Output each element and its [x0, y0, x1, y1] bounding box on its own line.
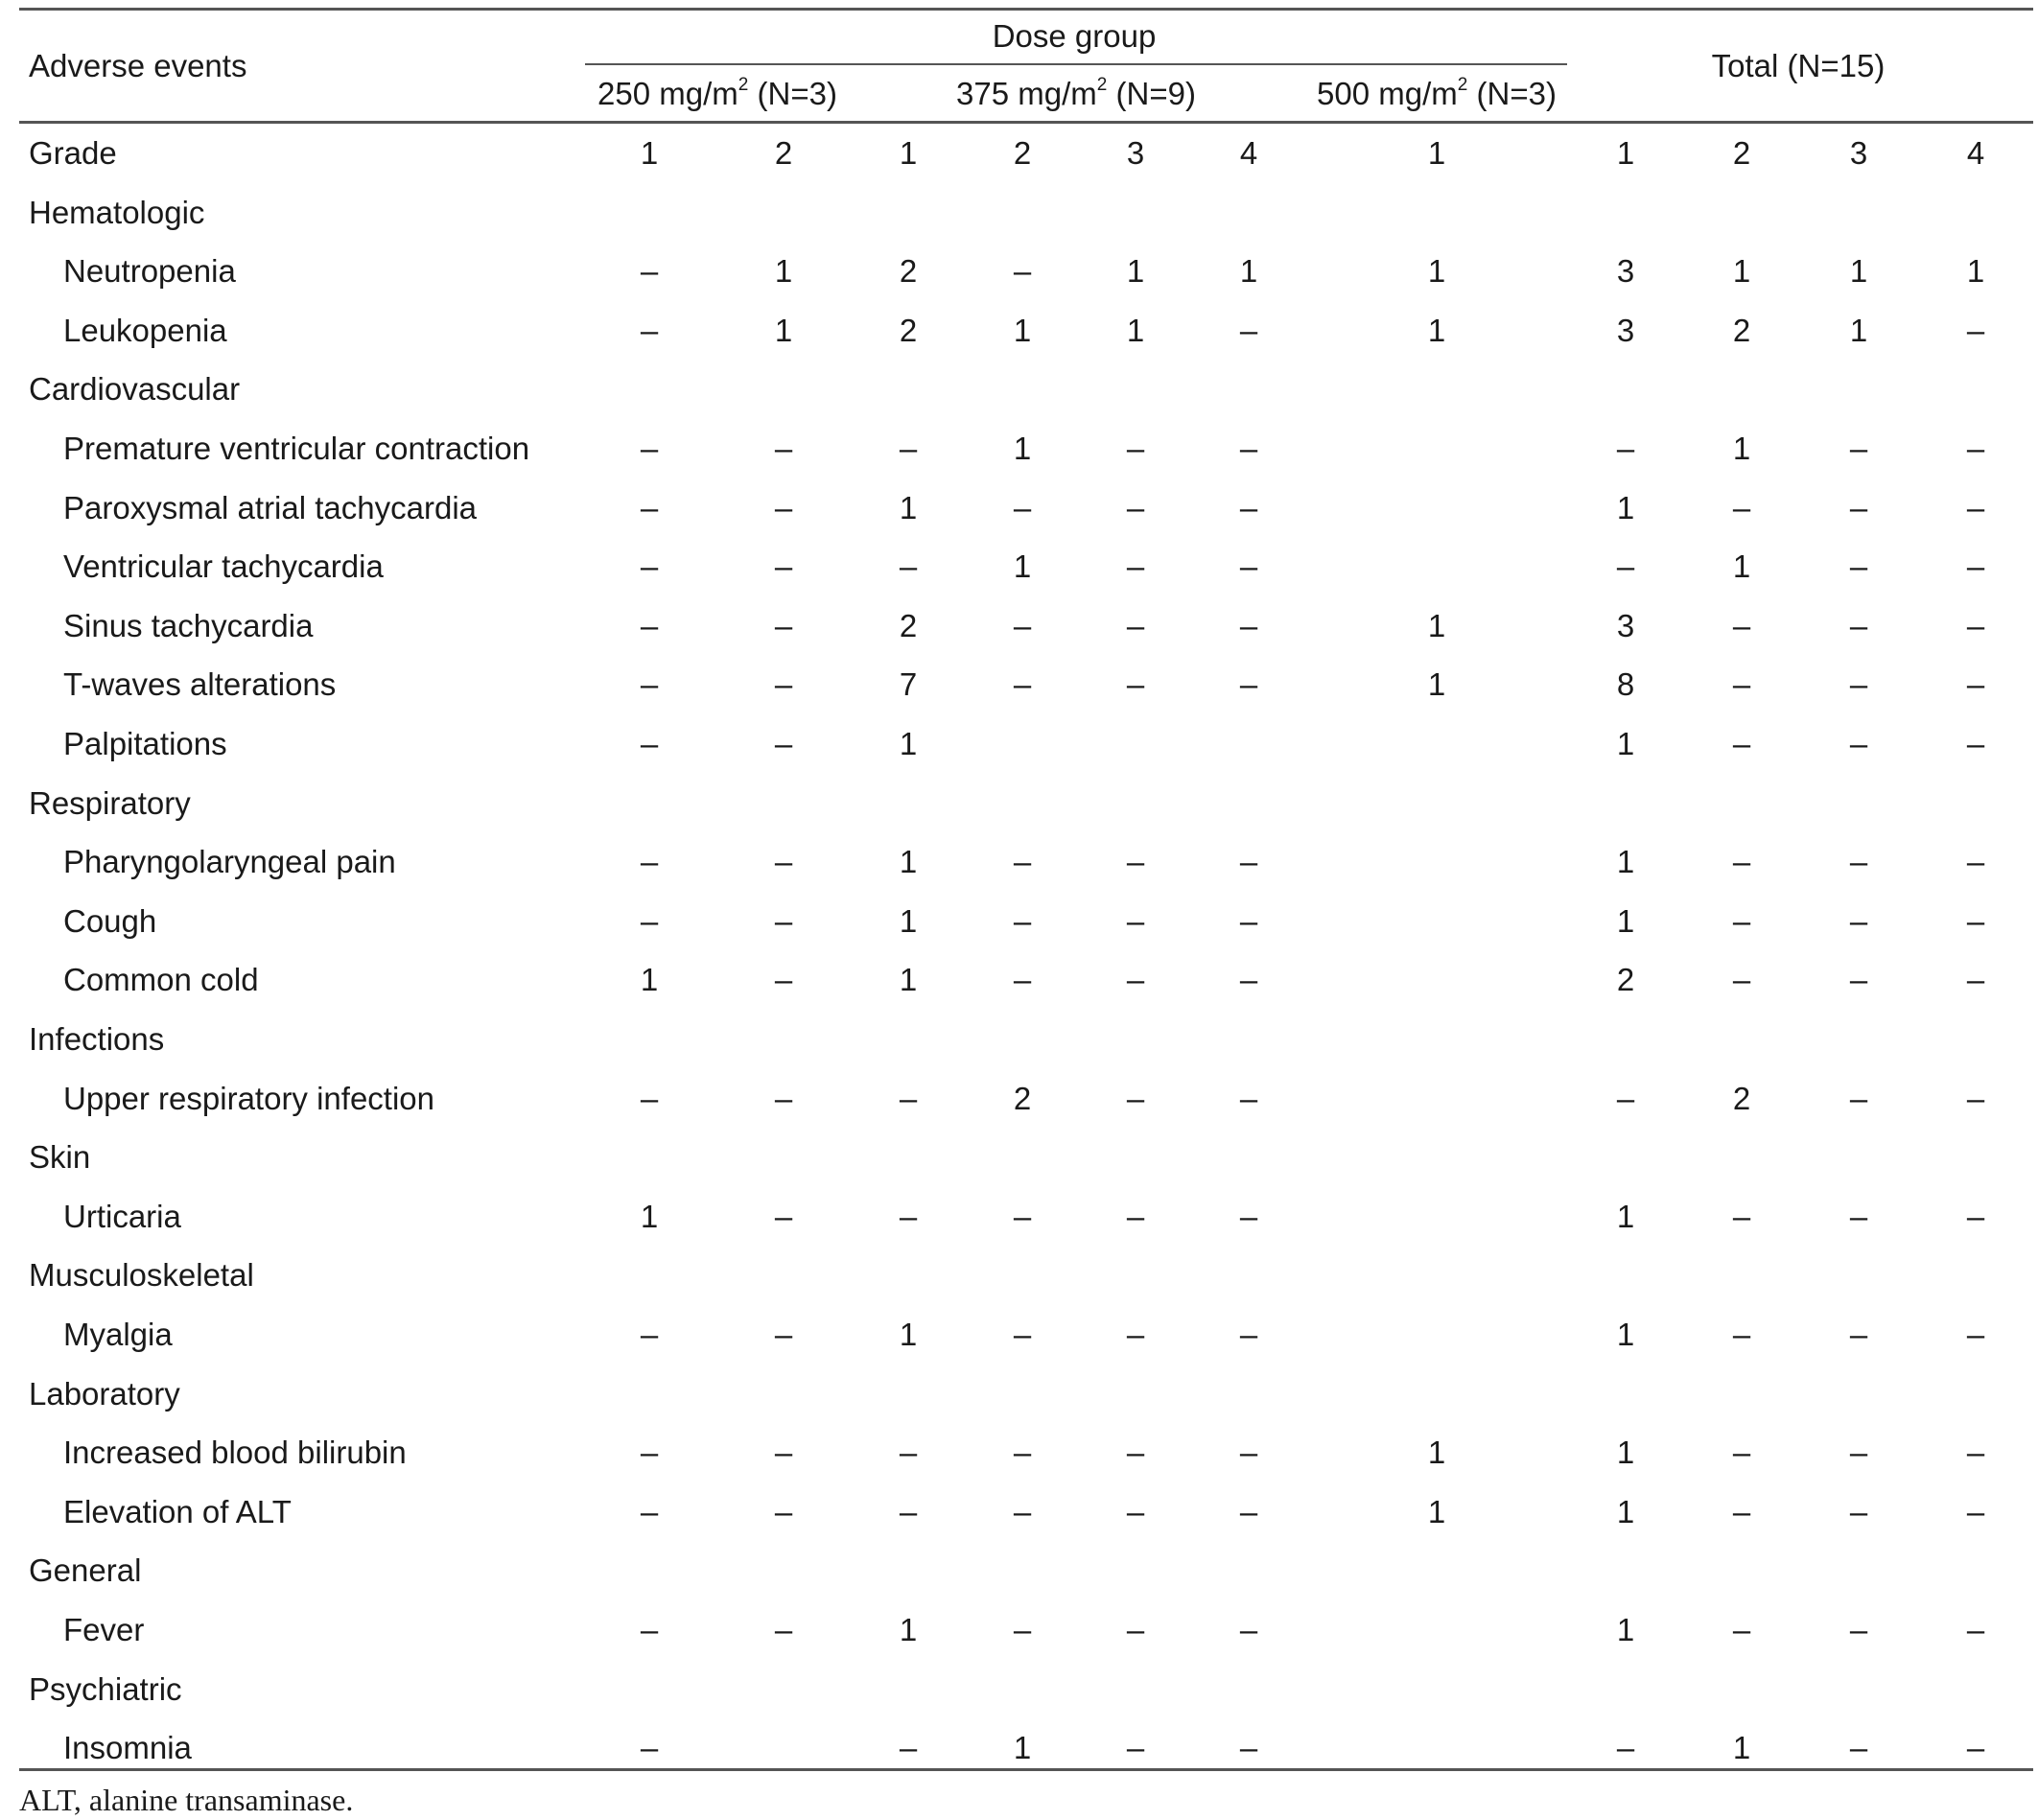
table-row-cell: 1: [1427, 607, 1446, 643]
table-row-cell: –: [1849, 902, 1868, 939]
table-row-cell: 1: [1732, 253, 1751, 290]
table-row-cell: –: [1126, 1493, 1145, 1529]
table-row-cell: –: [1126, 1317, 1145, 1352]
table-row-cell: –: [1239, 548, 1258, 585]
table-row-cell: –: [774, 431, 793, 466]
adverse-event-label: Palpitations: [63, 726, 227, 761]
table-row-cell: 1: [1616, 1435, 1635, 1471]
table-row-cell: 1: [1616, 726, 1635, 761]
table-row-cell: –: [1239, 1198, 1258, 1234]
table-row-cell: 1: [1013, 1730, 1032, 1766]
table-row-cell: –: [774, 1198, 793, 1234]
table-row-cell: –: [640, 726, 659, 761]
table-row-cell: 1: [1427, 253, 1446, 290]
table-row-cell: –: [1849, 844, 1868, 880]
table-row-cell: –: [1239, 431, 1258, 466]
grade-cell: 1: [899, 135, 918, 171]
table-row-cell: 1: [1427, 666, 1446, 703]
table-row-cell: –: [774, 1435, 793, 1471]
table-row-cell: –: [899, 1435, 918, 1471]
table-row-cell: –: [1966, 548, 1985, 585]
table-row-cell: 8: [1616, 666, 1635, 703]
table-row-cell: 2: [1732, 1080, 1751, 1116]
table-row-cell: –: [1126, 902, 1145, 939]
adverse-event-label: Upper respiratory infection: [63, 1080, 435, 1116]
table-row-cell: –: [1126, 1435, 1145, 1471]
table-row-cell: –: [1013, 607, 1032, 643]
category-label: Laboratory: [29, 1375, 180, 1412]
table-row-cell: –: [774, 844, 793, 880]
table-row-cell: –: [1732, 1317, 1751, 1352]
table-row-cell: 1: [899, 962, 918, 998]
table-row-cell: 1: [1126, 253, 1145, 290]
category-label: General: [29, 1552, 142, 1589]
table-row-cell: –: [1126, 1198, 1145, 1234]
table-row-cell: –: [1239, 844, 1258, 880]
grade-cell: 1: [1616, 135, 1635, 171]
grade-cell: 3: [1126, 135, 1145, 171]
category-label: Cardiovascular: [29, 371, 241, 408]
table-row-cell: –: [774, 1317, 793, 1352]
grade-cell: 1: [640, 135, 659, 171]
grade-cell: 2: [1732, 135, 1751, 171]
table-row-cell: –: [1126, 607, 1145, 643]
table-row-cell: –: [1966, 1730, 1985, 1766]
table-row-cell: –: [1013, 902, 1032, 939]
dose-group-header: Dose group: [992, 18, 1157, 54]
table-row-cell: 1: [1239, 253, 1258, 290]
table-row-cell: –: [640, 1435, 659, 1471]
table-row-cell: –: [1239, 1730, 1258, 1766]
table-row-cell: –: [640, 548, 659, 585]
table-row-cell: –: [1966, 1317, 1985, 1352]
table-row-cell: –: [774, 607, 793, 643]
table-row-cell: 2: [899, 607, 918, 643]
table-row-cell: –: [1849, 548, 1868, 585]
table-row-cell: –: [1616, 1080, 1635, 1116]
table-row-cell: –: [1849, 1435, 1868, 1471]
table-row-cell: –: [1966, 726, 1985, 761]
table-row-cell: –: [1013, 1493, 1032, 1529]
table-row-cell: –: [1239, 1080, 1258, 1116]
table-row-cell: 1: [640, 1198, 659, 1234]
adverse-event-label: Leukopenia: [63, 312, 227, 348]
dose-500-header: 500 $mg/m^2$ (N=3): [1317, 75, 1557, 111]
table-row-cell: 1: [899, 726, 918, 761]
table-row-cell: –: [1732, 489, 1751, 525]
table-row-cell: –: [1849, 1080, 1868, 1116]
table-row-cell: –: [640, 431, 659, 466]
table-row-cell: –: [640, 312, 659, 348]
table-row-cell: –: [1239, 312, 1258, 348]
table-row-cell: 1: [1732, 548, 1751, 585]
table-row-cell: –: [1849, 607, 1868, 643]
table-row-cell: –: [1126, 1730, 1145, 1766]
header-bottom-rule: [19, 121, 2033, 124]
table-row-cell: –: [774, 902, 793, 939]
category-label: Skin: [29, 1139, 91, 1176]
table-row-cell: –: [1239, 1493, 1258, 1529]
table-row-cell: –: [1849, 666, 1868, 703]
table-row-cell: –: [774, 489, 793, 525]
table-row-cell: –: [1239, 666, 1258, 703]
category-label: Psychiatric: [29, 1670, 182, 1707]
adverse-event-label: Pharyngolaryngeal pain: [63, 844, 396, 880]
table-row-cell: –: [1966, 312, 1985, 348]
table-row-cell: 1: [1849, 253, 1868, 290]
table-row-cell: 1: [1427, 1435, 1446, 1471]
table-row-cell: 1: [1616, 489, 1635, 525]
footnote: ALT, alanine transaminase.: [19, 1783, 354, 1817]
table-row-cell: 1: [1616, 1493, 1635, 1529]
table-row-cell: 1: [1616, 1198, 1635, 1234]
table-row-cell: 1: [1616, 1612, 1635, 1647]
table-row-cell: –: [1849, 962, 1868, 998]
table-row-cell: 1: [1616, 902, 1635, 939]
table-row-cell: 1: [899, 902, 918, 939]
table-row-cell: –: [640, 1730, 659, 1766]
table-row-cell: 1: [899, 489, 918, 525]
table-row-cell: 1: [1616, 844, 1635, 880]
dose-375-header: 375 $mg/m^2$ (N=9): [956, 75, 1196, 111]
table-row-cell: –: [1849, 431, 1868, 466]
table-row-cell: –: [1732, 902, 1751, 939]
table-row-cell: 1: [1732, 431, 1751, 466]
table-row-cell: –: [1966, 607, 1985, 643]
adverse-event-label: Urticaria: [63, 1198, 181, 1234]
table-row-cell: –: [1616, 1730, 1635, 1766]
table-bottom-rule: [19, 1768, 2033, 1771]
table-row-cell: –: [640, 666, 659, 703]
category-label: Hematologic: [29, 194, 205, 230]
table-row-cell: –: [1966, 902, 1985, 939]
table-row-cell: –: [1966, 1198, 1985, 1234]
adverse-event-label: Elevation of ALT: [63, 1493, 292, 1529]
table-row-cell: –: [1126, 431, 1145, 466]
table-row-cell: –: [1013, 962, 1032, 998]
table-row-cell: –: [1239, 962, 1258, 998]
table-row-cell: –: [1849, 489, 1868, 525]
table-row-cell: –: [1732, 666, 1751, 703]
table-row-cell: 2: [899, 312, 918, 348]
table-row-cell: –: [1126, 1612, 1145, 1647]
table-row-cell: –: [640, 902, 659, 939]
adverse-event-label: Myalgia: [63, 1317, 173, 1352]
adverse-events-header: Adverse events: [29, 48, 247, 83]
grade-cell: 1: [1427, 135, 1446, 171]
table-row-cell: –: [1239, 1317, 1258, 1352]
table-row-cell: –: [640, 1317, 659, 1352]
table-row-cell: 1: [1013, 431, 1032, 466]
grade-cell: 4: [1239, 135, 1258, 171]
top-rule: [19, 8, 2033, 11]
category-label: Infections: [29, 1021, 165, 1057]
table-row-cell: –: [774, 666, 793, 703]
table-row-cell: –: [774, 1493, 793, 1529]
table-row-cell: –: [1126, 666, 1145, 703]
table-row-cell: –: [774, 1080, 793, 1116]
table-row-cell: –: [1966, 1435, 1985, 1471]
table-row-cell: –: [640, 1493, 659, 1529]
table-row-cell: –: [1126, 548, 1145, 585]
table-row-cell: –: [774, 726, 793, 761]
table-row-cell: 1: [640, 962, 659, 998]
table-row-cell: –: [1616, 548, 1635, 585]
table-row-cell: –: [899, 548, 918, 585]
table-row-cell: –: [1849, 1493, 1868, 1529]
table-row-cell: –: [1849, 1730, 1868, 1766]
adverse-event-label: T-waves alterations: [63, 666, 337, 703]
table-row-cell: –: [1849, 1198, 1868, 1234]
table-row-cell: –: [1126, 962, 1145, 998]
table-row-cell: –: [640, 253, 659, 290]
table-row-cell: 2: [899, 253, 918, 290]
table-row-cell: –: [1849, 726, 1868, 761]
table-row-cell: –: [640, 1080, 659, 1116]
table-row-cell: –: [1966, 844, 1985, 880]
adverse-event-label: Fever: [63, 1612, 145, 1647]
table-row-cell: –: [1126, 489, 1145, 525]
table-row-cell: –: [774, 962, 793, 998]
table-row-cell: –: [1013, 844, 1032, 880]
table-row-cell: –: [1849, 1317, 1868, 1352]
table-row-cell: 2: [1013, 1080, 1032, 1116]
table-row-cell: –: [1732, 1435, 1751, 1471]
table-row-cell: 1: [1427, 1493, 1446, 1529]
table-row-cell: 1: [1013, 312, 1032, 348]
table-row-cell: 1: [1013, 548, 1032, 585]
adverse-event-label: Cough: [63, 902, 157, 939]
table-row-cell: –: [1966, 962, 1985, 998]
table-row-cell: –: [1966, 1080, 1985, 1116]
adverse-event-label: Insomnia: [63, 1730, 192, 1766]
grade-cell: 2: [1013, 135, 1032, 171]
table-row-cell: –: [1616, 431, 1635, 466]
table-row-cell: –: [899, 1493, 918, 1529]
grade-cell: 4: [1966, 135, 1985, 171]
grade-cell: 3: [1849, 135, 1868, 171]
table-row-cell: 2: [1616, 962, 1635, 998]
table-row-cell: –: [1732, 1198, 1751, 1234]
adverse-event-label: Neutropenia: [63, 253, 236, 290]
table-row-cell: 1: [1616, 1317, 1635, 1352]
adverse-event-label: Common cold: [63, 962, 259, 998]
table-row-cell: 1: [1966, 253, 1985, 290]
table-row-cell: –: [640, 489, 659, 525]
table-row-cell: –: [1126, 844, 1145, 880]
dose-group-rule: [585, 63, 1567, 65]
table-row-cell: –: [1013, 1612, 1032, 1647]
table-row-cell: 1: [774, 253, 793, 290]
table-row-cell: 3: [1616, 253, 1635, 290]
table-row-cell: –: [1013, 1317, 1032, 1352]
table-row-cell: 1: [774, 312, 793, 348]
table-row-cell: 1: [1732, 1730, 1751, 1766]
table-row-cell: –: [1013, 1435, 1032, 1471]
table-row-cell: –: [1732, 726, 1751, 761]
grade-cell: 2: [774, 135, 793, 171]
table-row-cell: –: [1849, 1612, 1868, 1647]
table-row-cell: –: [899, 431, 918, 466]
table-row-cell: –: [899, 1730, 918, 1766]
table-row-cell: –: [640, 844, 659, 880]
table-row-cell: 7: [899, 666, 918, 703]
grade-label: Grade: [29, 135, 117, 171]
table-row-cell: –: [899, 1198, 918, 1234]
table-row-cell: 3: [1616, 607, 1635, 643]
table-row-cell: –: [899, 1080, 918, 1116]
table-row-cell: –: [1966, 666, 1985, 703]
table-row-cell: –: [1239, 1435, 1258, 1471]
table-row-cell: –: [1966, 431, 1985, 466]
table-row-cell: 2: [1732, 312, 1751, 348]
table-row-cell: 1: [1849, 312, 1868, 348]
table-row-cell: –: [1239, 489, 1258, 525]
table-row-cell: –: [1239, 1612, 1258, 1647]
table-row-cell: 1: [899, 1317, 918, 1352]
table-row-cell: –: [1732, 962, 1751, 998]
table-row-cell: –: [1966, 1612, 1985, 1647]
table-row-cell: –: [1013, 1198, 1032, 1234]
table-row-cell: –: [640, 607, 659, 643]
table-row-cell: 3: [1616, 312, 1635, 348]
table-row-cell: –: [1732, 607, 1751, 643]
table-row-cell: –: [1013, 253, 1032, 290]
adverse-event-label: Premature ventricular contraction: [63, 431, 530, 466]
table-row-cell: 1: [1126, 312, 1145, 348]
table-row-cell: –: [774, 548, 793, 585]
adverse-event-label: Increased blood bilirubin: [63, 1435, 407, 1471]
adverse-event-label: Sinus tachycardia: [63, 607, 314, 643]
table-row-cell: –: [1013, 666, 1032, 703]
table-row-cell: –: [640, 1612, 659, 1647]
total-header: Total (N=15): [1711, 48, 1886, 83]
adverse-event-label: Ventricular tachycardia: [63, 548, 384, 585]
table-row-cell: –: [1239, 902, 1258, 939]
category-label: Musculoskeletal: [29, 1257, 254, 1294]
dose-250-header: 250 $mg/m^2$ (N=3): [597, 75, 837, 111]
table-row-cell: –: [1732, 844, 1751, 880]
table-row-cell: –: [1013, 489, 1032, 525]
table-row-cell: 1: [899, 1612, 918, 1647]
adverse-event-label: Paroxysmal atrial tachycardia: [63, 489, 477, 525]
table-row-cell: –: [1732, 1493, 1751, 1529]
table-row-cell: 1: [1427, 312, 1446, 348]
table-row-cell: –: [1966, 1493, 1985, 1529]
table-row-cell: –: [1966, 489, 1985, 525]
table-row-cell: –: [1126, 1080, 1145, 1116]
table-row-cell: –: [1239, 607, 1258, 643]
table-row-cell: 1: [899, 844, 918, 880]
table-row-cell: –: [1732, 1612, 1751, 1647]
table-row-cell: –: [774, 1612, 793, 1647]
category-label: Respiratory: [29, 784, 191, 821]
